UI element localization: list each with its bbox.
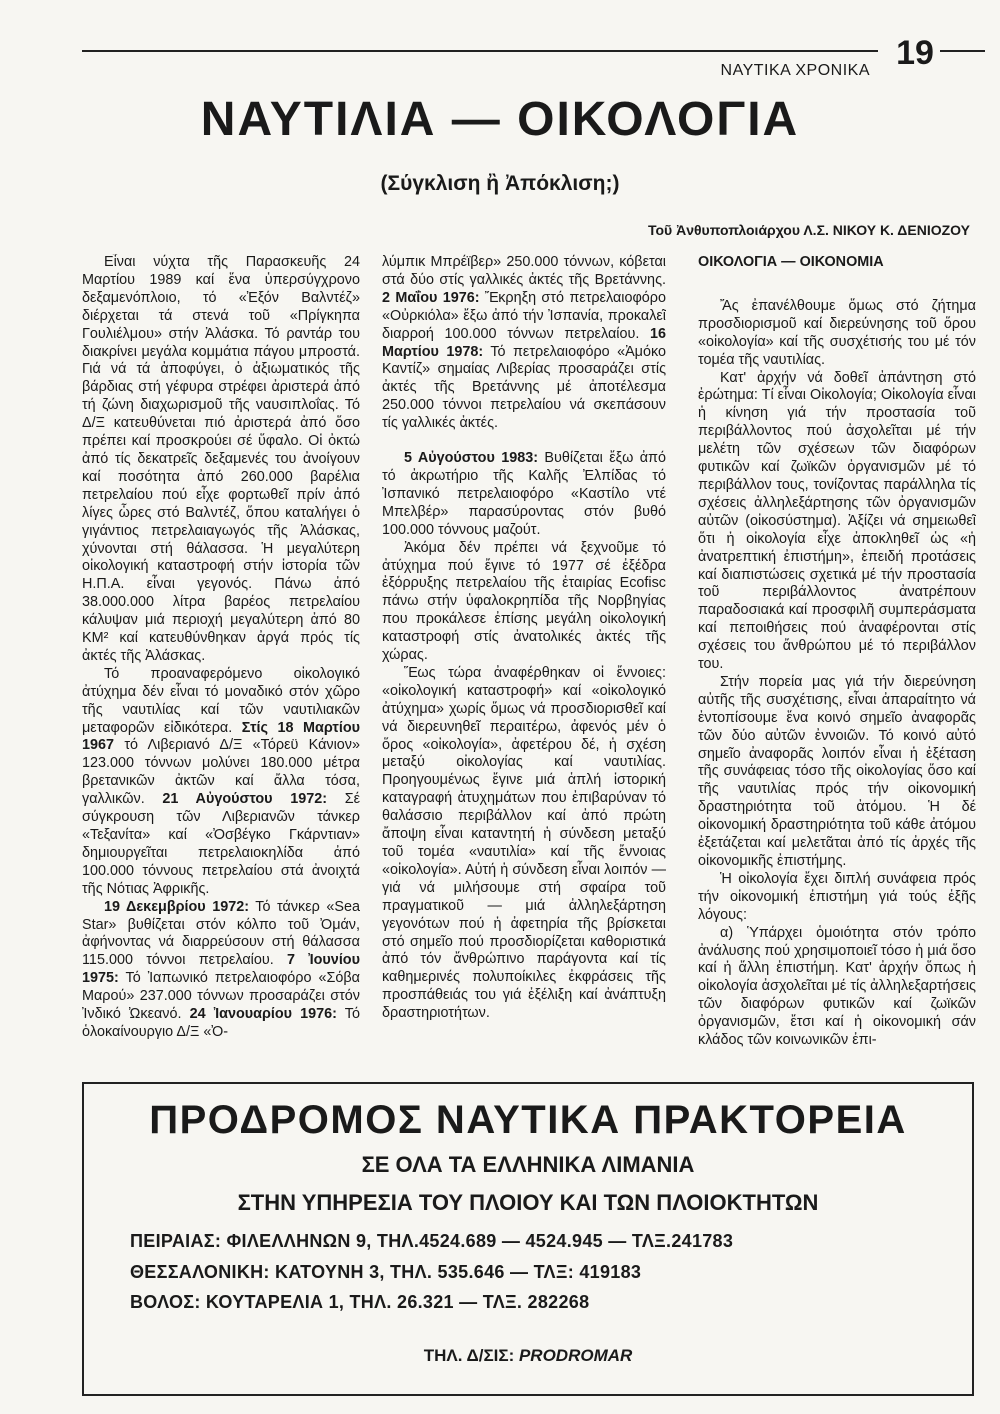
- paragraph: λύμπικ Μπρέϊβερ» 250.000 τόννων, κόβεται στά δύο στίς γαλλικές ἀκτές τῆς Βρετάννης. 2 Μαΐου 1976: Ἔκρηξη στό πετρελαιοφόρο «Οὐρκιόλα» ἔξω ἀπό τήν Ἰσπανία, προκαλεῖ διαρροή 100.000 τόννων πετρελαίου. 16 Μαρτίου 1978: Τό πετρελαιοφόρο «Ἀμόκο Καντίζ» σημαίας Λιβερίας προσαράζει στίς ἀκτές τῆς Βρετάννης μέ ἀποτέλεσμα 250.000 τόννοι πετρελαίου νά σκεπάσουν τίς γαλλικές ἀκτές.: [382, 254, 666, 432]
- article-column-1: [82, 254, 360, 1069]
- date-highlight: 5 Αὐγούστου 1983:: [404, 450, 539, 467]
- paragraph: Ἀκόμα δέν πρέπει νά ξεχνοῦμε τό ἀτύχημα πού ἔγινε τό 1977 σέ ἐξέδρα ἐξόρρυξης πετρελαίου τῆς ἑταιρίας Ecofisc πάνω στήν ὑφαλοκρηπίδα τῆς Νορβηγίας που προκάλεσε ἐπίσης μεγάλη οἰκολογική καταστροφή στίς ἀνατολικές ἀκτές τῆς χώρας.: [382, 539, 666, 664]
- header-rule-right: [940, 50, 985, 52]
- ad-address-thessaloniki: ΘΕΣΣΑΛΟΝΙΚΗ: ΚΑΤΟΥΝΗ 3, ΤΗΛ. 535.646 — ΤΛΞ: 419183: [130, 1262, 642, 1282]
- cable-name: PRODROMAR: [518, 1346, 633, 1365]
- header-rule: [82, 50, 878, 52]
- paragraph: Στήν πορεία μας γιά τήν διερεύνηση αὐτῆς τῆς συσχέτισης, εἶναι ἀπαραίτητο νά ἐντοπίσουμε ἕνα κοινό σημεῖο ἀναφορᾶς τῶν δύο αὐτῶν ἐννοιῶν. Τό κοινό αὐτό σημεῖο ἀναφορᾶς λοιπόν εἶναι ἡ ἐξέταση τῆς συνάφειας τόσο τῆς οἰκολογίας ὅσο καί τῆς ναυτιλίας πρός τήν οἰκονομική δραστηριότητα τοῦ ἀτόμου. Ἡ δέ οἰκονομική δραστηριότητα τοῦ κάθε ἀτόμου ἐξετάζεται καί μελετᾶται ἀπό τίς ἀρχές τῆς οἰκονομικῆς ἐπιστήμης.: [698, 673, 976, 869]
- advertisement-box: [82, 1082, 974, 1396]
- date-highlight: 19 Δεκεμβρίου 1972:: [104, 898, 250, 915]
- date-highlight: 21 Αὐγούστου 1972:: [162, 791, 328, 808]
- page-number: 19: [896, 34, 934, 72]
- date-highlight: 2 Μαΐου 1976:: [382, 289, 480, 306]
- paragraph: Κατ' ἀρχήν νά δοθεῖ ἀπάντηση στό ἐρώτημα: Τί εἶναι Οἰκολογία; Οἰκολογία εἶναι ἡ κίνηση γιά τήν προστασία τοῦ περιβάλλοντος πού ἀσχολεῖται μέ τήν μελέτη τῶν σχέσεων τῶν διαφόρων φυτικῶν καί ζωϊκῶν ὀργανισμῶν μέ τό περιβάλλον τους, τονίζοντας παράλληλα τίς σχέσεις ἀλληλεξάρτησης τῶν ὀργανισμῶν αὐτῶν (οἰκοσύστημα). Ἀξίζει νά σημειωθεῖ ὅτι ἡ οἰκολογία εἶχε ἀποκληθεῖ ὡς «ἡ ἀνατρεπτική ἐπιστήμη», ἐπειδή προτάσεις καί διαπιστώσεις σχετικά μέ τήν προστασία τοῦ περιβάλλοντος ἀνατρέπουν παραδοσιακά καί προσφιλῆ συμπεράσματα καί πεποιθήσεις πού ἀναφέρονται στίς σχέσεις του ἄνθρώπου μέ τό περιβάλλον του.: [698, 369, 976, 673]
- article-subtitle: (Σύγκλιση ἢ Ἀπόκλιση;): [380, 172, 620, 195]
- date-highlight: 24 Ἰανουαρίου 1976:: [189, 1006, 337, 1023]
- paragraph: Ἕως τώρα ἀναφέρθηκαν οἱ ἔννοιες: «οἰκολογική καταστροφή» καί «οἰκολογικό ἀτύχημα» χωρίς ὅμως νά προσδιορισθεῖ καί νά διερευνηθεῖ περαιτέρω, ἀφενός μέν ὁ ὅρος «οἰκολογία», ἀφετέρου δέ, ἡ σχέση μεταξύ οἰκολογίας καί ναυτιλίας. Προηγουμένως ἔγινε μιά ἁπλή ἱστορική καταγραφή ἀτυχημάτων που ἐπιβαρύναν τό θαλάσσιο περιβάλλον καί ἀπό πρώτη ἄποψη εἶναι καταντητή ἡ σύνδεση μεταξύ τοῦ τομέα «ναυτιλία» καί τῆς ἔννοιας «οἰκολογία». Αὐτή ἡ σύνδεση εἶναι λοιπόν — γιά νά μιλήσουμε στή σφαίρα τοῦ πραγματικοῦ — μιά ἀλληλεξάρτηση γεγονότων πού ἡ ἀφετηρία τῆς βρίσκεται στό σημεῖο πού προσδιορίζεται καθοριστικά ἀπό τόν ἄνθρώπινο παράγοντα καί τίς καθημερινές πολυποίκιλες ἐκφράσεις τῆς προσπάθειάς του γιά ἐξέλιξη καί ἀνάπτυξη δραστηριοτήτων.: [382, 664, 666, 1022]
- date-highlight: 16 Μαρτίου 1978:: [382, 325, 666, 360]
- article-author: Τοῦ Ἀνθυποπλοιάρχου Λ.Σ. ΝΙΚΟΥ Κ. ΔΕΝΙΟΖΟΥ: [647, 222, 970, 238]
- paragraph: α) Ὑπάρχει ὁμοιότητα στόν τρόπο ἀνάλυσης πού χρησιμοποιεῖ τόσο ἡ μιά ὅσο καί ἡ ἄλλη ἐπιστήμη. Κατ' ἀρχήν ὅπως ἡ οἰκολογία ἀσχολεῖται μέ τίς ἀλληλεξαρτήσεις τῶν διαφόρων φυτικῶν καί ζωϊκῶν ὀργανισμῶν, ἔτσι καί ἡ οἰκονομική σάν κλάδος τῶν κοινωνικῶν ἐπι-: [698, 924, 976, 1049]
- date-highlight: 7 Ἰουνίου 1975:: [82, 952, 360, 987]
- ad-address-piraeus: ΠΕΙΡΑΙΑΣ: ΦΙΛΕΛΛΗΝΩΝ 9, ΤΗΛ.4524.689 — 4524.945 — ΤΛΞ.241783: [130, 1231, 734, 1251]
- ad-company-name: ΠΡΟΔΡΟΜΟΣ ΝΑΥΤΙΚΑ ΠΡΑΚΤΟΡΕΙΑ: [149, 1098, 907, 1142]
- paragraph: Εἶναι νύχτα τῆς Παρασκευῆς 24 Μαρτίου 1989 καί ἕνα ὑπερσύγχρονο δεξαμενόπλοιο, τό «Ἐξόν Βαλντέζ» διέρχεται τά στενά τοῦ «Πρίγκηπα Γουλιέλμου» στήν Ἀλάσκα. Τό ραντάρ του διακρίνει μεγάλα κομμάτια πάγου μπροστά. Γιά νά τά ἀποφύγει, ὁ ἀξιωματικός τῆς βάρδιας στή γέφυρα στρέφει ἀριστερά ἀπό τή ζώνη διαχωρισμοῦ τῆς ναυσιπλοΐας. Τό Δ/Ξ κατευθύνεται πιό ἀριστερά ἀπό ὅσο πρέπει καί προσκρούει σέ ὕφαλο. Οἱ ὀκτώ ἀπό τίς δεκατρεῖς δεξαμενές του ἀνοίγουν καί ποσότητα ἀπό 260.000 βαρέλια πετρελαίου πού εἶχε φορτωθεῖ πρίν ἀπό λίγες ὧρες στό Βαλντέζ, ὅπου καταλήγει ὁ γιγάντιος πετρελαιαγωγός τῆς Ἀλάσκας, χύνονται στή θάλασσα. Ἡ μεγαλύτερη οἰκολογική καταστροφή στήν ἱστορία τῶν Η.Π.Α. εἶναι γεγονός. Πάνω ἀπό 38.000.000 λίτρα βαρέος πετρελαίου κάλυψαν μιά περιοχή μεγαλύτερη ἀπό 80 ΚΜ² καί κατευθύνθηκαν ἀργά πρός τίς ἀκτές τῆς Ἀλάσκας.: [82, 254, 360, 664]
- ad-tagline-1: ΣΕ ΟΛΑ ΤΑ ΕΛΛΗΝΙΚΑ ΛΙΜΑΝΙΑ: [361, 1152, 695, 1177]
- article-title: ΝΑΥΤΙΛΙΑ — ΟΙΚΟΛΟΓΙΑ: [200, 93, 800, 146]
- paragraph: Ἄς ἐπανέλθουμε ὅμως στό ζήτημα προσδιορισμοῦ καί διερεύνησης τοῦ ὅρου «οἰκολογία» καί τῆς συσχέτισής του μέ τόν τομέα τῆς ναυτιλίας.: [698, 297, 976, 368]
- ad-cable-address: ΤΗΛ. Δ/ΣΙΣ: PRODROMAR: [423, 1346, 633, 1365]
- paragraph: Ἡ οἰκολογία ἔχει διπλή συνάφεια πρός τήν οἰκονομική ἐπιστήμη γιά τούς ἑξῆς λόγους:: [698, 870, 976, 923]
- ad-tagline-2: ΣΤΗΝ ΥΠΗΡΕΣΙΑ ΤΟΥ ΠΛΟΙΟΥ ΚΑΙ ΤΩΝ ΠΛΟΙΟΚΤΗΤΩΝ: [237, 1190, 819, 1215]
- paragraph: 19 Δεκεμβρίου 1972: Τό τάνκερ «Sea Star» βυθίζεται στόν κόλπο τοῦ Ὀμάν, ἀφήνοντας νά διαρρεύσουν στή θάλασσα 115.000 τόννοι πετρελαίου. 7 Ἰουνίου 1975: Τό Ἰαπωνικό πετρελαιοφόρο «Σόβα Μαρού» 237.000 τόννων προσαράζει στόν Ἰνδικό Ὠκεανό. 24 Ἰανουαρίου 1976: Τό ὁλοκαίνουργιο Δ/Ξ «Ὀ-: [82, 898, 360, 1040]
- paragraph: 5 Αὐγούστου 1983: Βυθίζεται ἔξω ἀπό τό ἀκρωτήριο τῆς Καλῆς Ἐλπίδας τό Ἰσπανικό πετρελαιοφόρο «Καστίλο ντέ Μπελβέρ» παρασύροντας στόν βυθό 100.000 τόννους μαζούτ.: [382, 450, 666, 538]
- magazine-name: ΝΑΥΤΙΚΑ ΧΡΟΝΙΚΑ: [720, 62, 870, 79]
- article-column-2: [382, 254, 666, 1069]
- article-column-3: [698, 254, 976, 1069]
- ad-address-volos: ΒΟΛΟΣ: ΚΟΥΤΑΡΕΛΙΑ 1, ΤΗΛ. 26.321 — ΤΛΞ. 282268: [130, 1292, 590, 1312]
- section-heading: ΟΙΚΟΛΟΓΙΑ — ΟΙΚΟΝΟΜΙΑ: [698, 254, 884, 270]
- paragraph: Τό προαναφερόμενο οἰκολογικό ἀτύχημα δέν εἶναι τό μοναδικό στόν χῶρο τῆς ναυτιλίας καί τῶν ναυτιλιακῶν μεταφορῶν εἰδικότερα. Στίς 18 Μαρτίου 1967 τό Λιβεριανό Δ/Ξ «Τόρεϋ Κάνιον» 123.000 τόννων μολύνει 180.000 μέτρα βρετανικῶν ἀκτῶν καί ἄλλα τόσα, γαλλικῶν. 21 Αὐγούστου 1972: Σέ σύγκρουση τῶν Λιβεριανῶν τάνκερ «Τεξανίτα» καί «Ὀσβέγκο Γκάρντιαν» δημιουργεῖται πετρελαιοκηλίδα ἀπό 100.000 τόννους πετρελαίου στά ἀνοιχτά τῆς Νότιας Ἀφρικῆς.: [82, 665, 360, 897]
- date-highlight: Στίς 18 Μαρτίου 1967: [82, 719, 360, 754]
